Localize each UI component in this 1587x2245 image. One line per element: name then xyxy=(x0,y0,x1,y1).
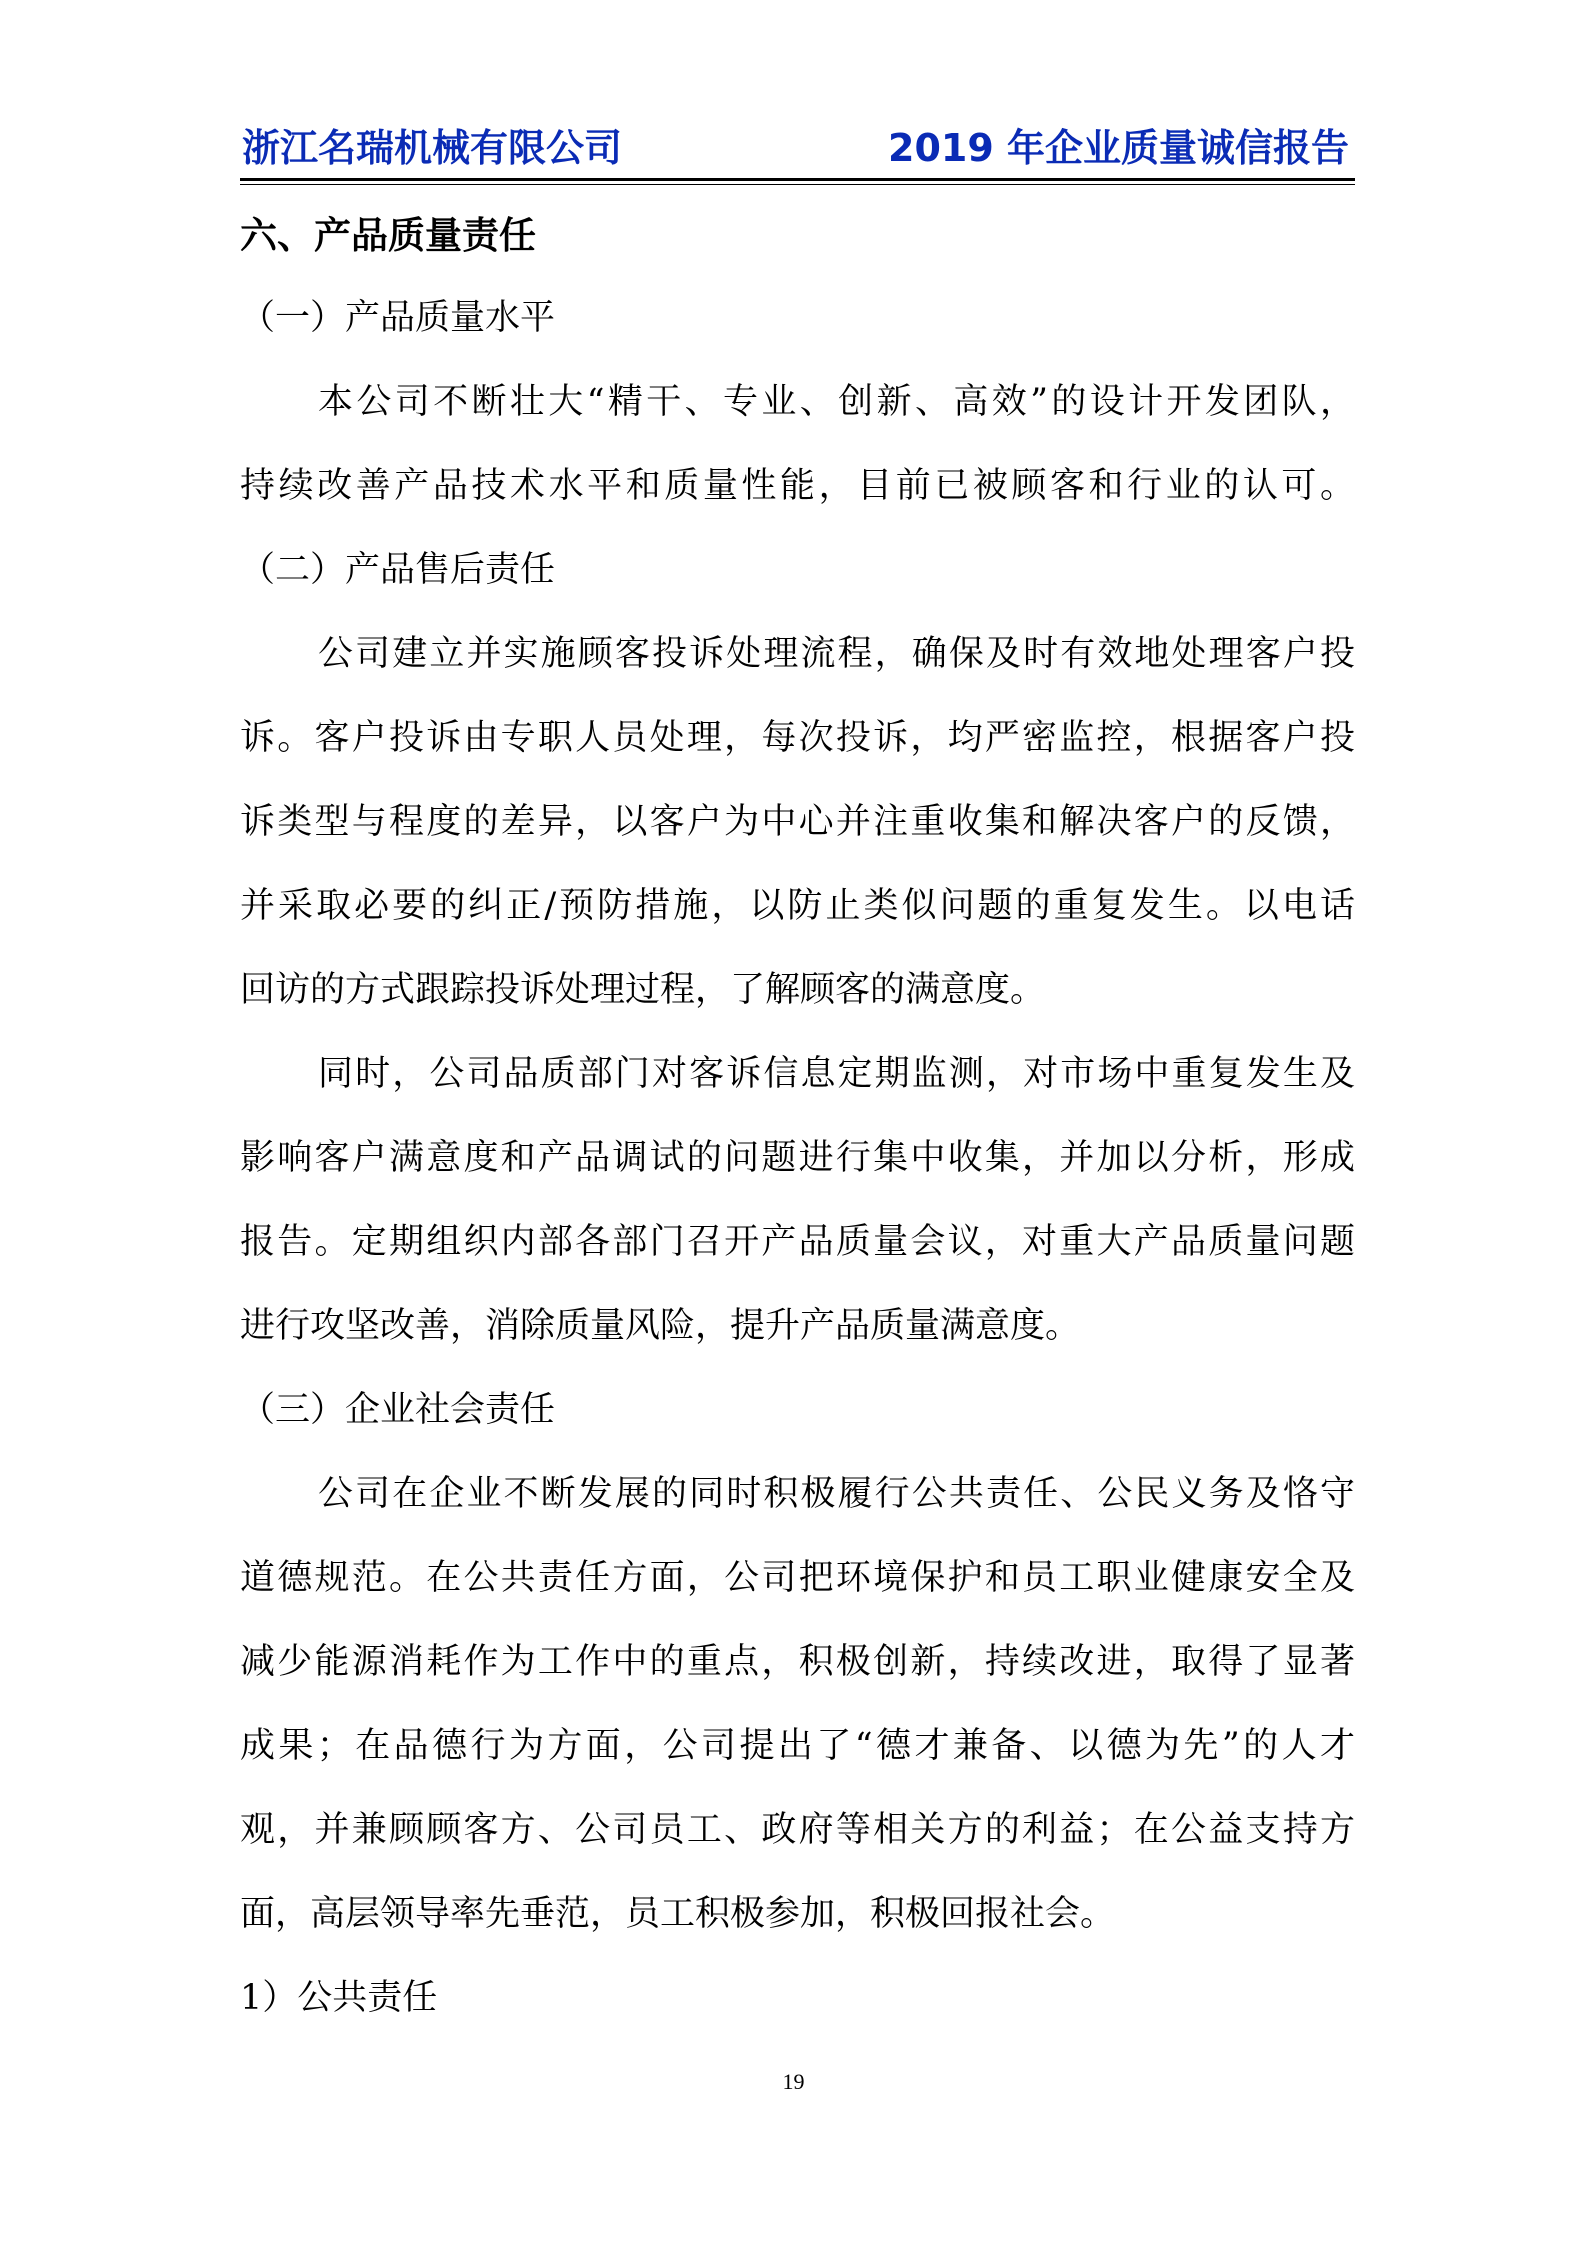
page-number: 19 xyxy=(782,2069,805,2094)
header-divider xyxy=(240,178,1355,181)
paragraph-line: 观，并兼顾顾客方、公司员工、政府等相关方的利益；在公益支持方 xyxy=(240,1810,1355,1850)
paragraph-line: 道德规范。在公共责任方面，公司把环境保护和员工职业健康安全及 xyxy=(240,1558,1355,1598)
report-title: 2019 年企业质量诚信报告 xyxy=(888,126,1349,170)
section-title: 六、产品质量责任 xyxy=(240,214,536,257)
paragraph-line: 公司在企业不断发展的同时积极履行公共责任、公民义务及恪守 xyxy=(318,1474,1355,1514)
subsection-heading-2: （二）产品售后责任 xyxy=(240,550,556,590)
paragraph-line: 回访的方式跟踪投诉处理过程，了解顾客的满意度。 xyxy=(240,970,1046,1010)
paragraph-line: 持续改善产品技术水平和质量性能，目前已被顾客和行业的认可。 xyxy=(240,466,1355,506)
paragraph-line: 影响客户满意度和产品调试的问题进行集中收集，并加以分析，形成 xyxy=(240,1138,1355,1178)
subsection-heading-4: 1）公共责任 xyxy=(240,1978,438,2018)
company-name: 浙江名瑞机械有限公司 xyxy=(242,126,623,170)
paragraph-line: 面，高层领导率先垂范，员工积极参加，积极回报社会。 xyxy=(240,1894,1116,1934)
paragraph-line: 并采取必要的纠正/预防措施，以防止类似问题的重复发生。以电话 xyxy=(240,886,1355,926)
paragraph-line: 进行攻坚改善，消除质量风险，提升产品质量满意度。 xyxy=(240,1306,1081,1346)
paragraph-line: 公司建立并实施顾客投诉处理流程，确保及时有效地处理客户投 xyxy=(318,634,1355,674)
subsection-heading-3: （三）企业社会责任 xyxy=(240,1390,556,1430)
subsection-heading-1: （一）产品质量水平 xyxy=(240,298,556,338)
paragraph-line: 诉类型与程度的差异，以客户为中心并注重收集和解决客户的反馈， xyxy=(240,802,1355,842)
paragraph-line: 报告。定期组织内部各部门召开产品质量会议，对重大产品质量问题 xyxy=(240,1222,1355,1262)
page-header xyxy=(240,118,1355,176)
paragraph-line: 同时，公司品质部门对客诉信息定期监测，对市场中重复发生及 xyxy=(318,1054,1355,1094)
paragraph-line: 减少能源消耗作为工作中的重点，积极创新，持续改进，取得了显著 xyxy=(240,1642,1355,1682)
paragraph-line: 本公司不断壮大“精干、专业、创新、高效”的设计开发团队， xyxy=(318,382,1355,422)
paragraph-line: 诉。客户投诉由专职人员处理，每次投诉，均严密监控，根据客户投 xyxy=(240,718,1355,758)
header-divider-thin xyxy=(240,184,1355,185)
paragraph-line: 成果；在品德行为方面，公司提出了“德才兼备、以德为先”的人才 xyxy=(240,1726,1355,1766)
